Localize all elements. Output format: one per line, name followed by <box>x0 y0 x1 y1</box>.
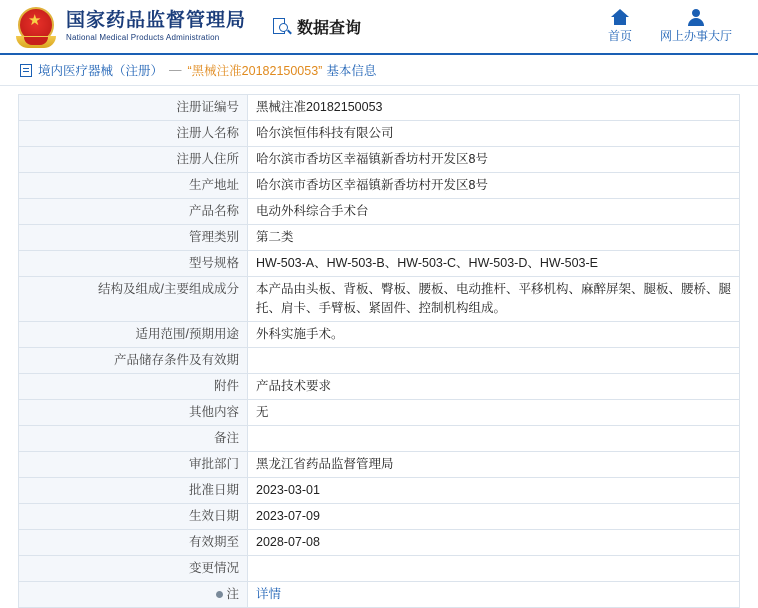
table-row <box>19 95 740 121</box>
row-label: 注册人住所 <box>19 147 248 173</box>
row-value: 第二类 <box>248 225 740 251</box>
breadcrumb-tail: 基本信息 <box>326 64 377 78</box>
bullet-icon <box>216 591 223 598</box>
row-value: 2023-07-09 <box>248 504 740 530</box>
table-row <box>19 173 740 199</box>
row-label: 注册证编号 <box>19 95 248 121</box>
table-row <box>19 147 740 173</box>
national-emblem-icon: ★ <box>14 5 58 49</box>
table-row <box>19 251 740 277</box>
row-value: 外科实施手术。 <box>248 322 740 348</box>
data-query-title <box>272 15 361 38</box>
row-value: 哈尔滨市香坊区幸福镇新香坊村开发区8号 <box>248 147 740 173</box>
table-row <box>19 348 740 374</box>
table-row <box>19 322 740 348</box>
org-name-cn: 国家药品监督管理局 <box>66 10 247 31</box>
table-row <box>19 556 740 582</box>
nav-item-service-hall[interactable] <box>660 9 732 44</box>
org-name-en: National Medical Products Administration <box>66 33 220 42</box>
row-value: 黑龙江省药品监督管理局 <box>248 452 740 478</box>
row-value <box>248 556 740 582</box>
row-label: 其他内容 <box>19 400 248 426</box>
row-value <box>248 348 740 374</box>
row-label: 批准日期 <box>19 478 248 504</box>
table-row <box>19 426 740 452</box>
row-label: 适用范围/预期用途 <box>19 322 248 348</box>
detail-table-wrapper <box>0 86 758 608</box>
row-label: 变更情况 <box>19 556 248 582</box>
header-nav <box>608 9 744 44</box>
row-label-note-text: 注 <box>226 587 239 601</box>
row-label: 备注 <box>19 426 248 452</box>
breadcrumb-current: “黑械注准20182150053” <box>187 64 323 78</box>
row-label: 附件 <box>19 374 248 400</box>
breadcrumb-separator: — <box>169 63 182 77</box>
row-label: 生效日期 <box>19 504 248 530</box>
table-row <box>19 478 740 504</box>
nav-label-home: 首页 <box>607 29 632 43</box>
table-row-note <box>19 582 740 608</box>
row-value <box>248 426 740 452</box>
row-label-note <box>19 582 248 608</box>
home-icon <box>611 9 629 25</box>
table-row <box>19 504 740 530</box>
document-icon <box>20 64 32 77</box>
breadcrumb-section[interactable]: 境内医疗器械（注册） <box>38 64 164 78</box>
row-value: 黑械注准20182150053 <box>248 95 740 121</box>
row-label: 生产地址 <box>19 173 248 199</box>
document-search-icon <box>272 17 292 37</box>
row-value: 产品技术要求 <box>248 374 740 400</box>
table-row <box>19 277 740 322</box>
table-row <box>19 452 740 478</box>
nav-item-home[interactable] <box>608 9 632 44</box>
table-row <box>19 400 740 426</box>
breadcrumb <box>0 55 758 86</box>
row-label: 有效期至 <box>19 530 248 556</box>
row-label: 管理类别 <box>19 225 248 251</box>
row-label: 审批部门 <box>19 452 248 478</box>
row-value: 本产品由头板、背板、臀板、腰板、电动推杆、平移机构、麻醉屏架、腿板、腰桥、腿托、肩卡、手臂板、紧固件、控制机构组成。 <box>248 277 740 322</box>
row-value: HW-503-A、HW-503-B、HW-503-C、HW-503-D、HW-503-E <box>248 251 740 277</box>
nav-label-service-hall: 网上办事大厅 <box>659 29 732 43</box>
row-value: 哈尔滨市香坊区幸福镇新香坊村开发区8号 <box>248 173 740 199</box>
row-label: 产品储存条件及有效期 <box>19 348 248 374</box>
row-value: 哈尔滨恒伟科技有限公司 <box>248 121 740 147</box>
site-header <box>0 0 758 55</box>
row-value-note <box>248 582 740 608</box>
table-row <box>19 530 740 556</box>
row-label: 结构及组成/主要组成成分 <box>19 277 248 322</box>
row-value: 无 <box>248 400 740 426</box>
detail-link[interactable]: 详情 <box>256 587 282 601</box>
data-query-label: 数据查询 <box>297 20 362 37</box>
row-label: 注册人名称 <box>19 121 248 147</box>
table-row <box>19 225 740 251</box>
person-icon <box>687 9 705 25</box>
organization-names <box>66 10 246 43</box>
table-row <box>19 199 740 225</box>
row-label: 型号规格 <box>19 251 248 277</box>
row-label: 产品名称 <box>19 199 248 225</box>
table-row <box>19 374 740 400</box>
table-row <box>19 121 740 147</box>
row-value: 电动外科综合手术台 <box>248 199 740 225</box>
row-value: 2023-03-01 <box>248 478 740 504</box>
row-value: 2028-07-08 <box>248 530 740 556</box>
